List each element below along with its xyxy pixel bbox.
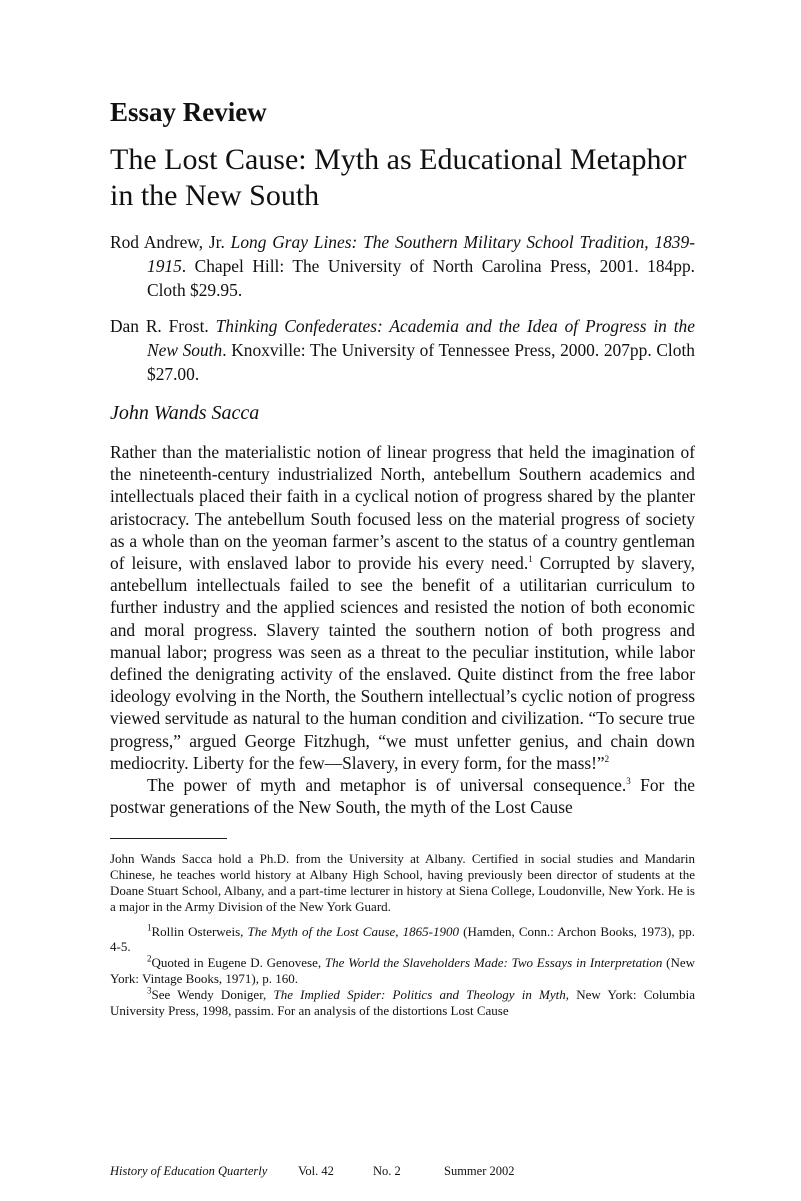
paragraph-2-part-b: For the postwar generations of the New South, the myth of the Lost Cause: [110, 775, 695, 818]
footnotes: [110, 851, 695, 1018]
article-page: [110, 96, 695, 1018]
footnote-3: [110, 987, 695, 1019]
paragraph-1-part-b: Corrupted by slavery, antebellum intellectuals failed to see the benefit of a utilitarian curriculum to further industry and the applied sciences and resisted the notion of both economic and moral progress. Slavery tainted the southern notion of both progress and manual labor; progress was seen as a threat to the peculiar institution, while labor defined the denigrating activity of the enslaved. Quite distinct from the free labor ideology evolving in the North, the Southern intellectual’s cyclic notion of progress viewed servitude as natural to the human condition and civilization. “To secure true progress,” argued George Fitzhugh, “we must unfetter genius, and chain down mediocrity. Liberty for the few—Slavery, in every form, for the mass!”: [110, 553, 695, 773]
footnote-3-post: , New York: Columbia University Press, 1998, passim. For an analysis of the distortions Lost Cause: [110, 986, 695, 1018]
journal-number: No. 2: [373, 1164, 401, 1178]
footnote-2-pre: Quoted in Eugene D. Genovese,: [151, 955, 325, 971]
book-1-title: Long Gray Lines: The Southern Military School Tradition, 1839-1915: [147, 232, 695, 276]
footnote-ref-2: 2: [604, 754, 610, 765]
footnote-1-pre: Rollin Osterweis,: [151, 923, 248, 939]
journal-season: Summer 2002: [444, 1164, 515, 1178]
section-label: Essay Review: [110, 97, 267, 127]
journal-name: History of Education Quarterly: [110, 1164, 268, 1178]
footnote-2-title: The World the Slaveholders Made: Two Essays in Interpretation: [324, 955, 663, 971]
footnote-2-post: (New York: Vintage Books, 1971), p. 160.: [110, 955, 695, 987]
footnote-2-number: 2: [147, 953, 152, 964]
book-2-publication: Knoxville: The University of Tennessee Press, 2000. 207pp. Cloth $27.00.: [147, 340, 695, 384]
reviewed-book-1: Rod Andrew, Jr. Long Gray Lines: The Southern Military School Tradition, 1839-1915. Chapel Hill: The University of North Carolina Press, 2001. 184pp. Cloth $29.95.: [110, 232, 695, 300]
article-title: The Lost Cause: Myth as Educational Metaphor in the New South: [110, 143, 687, 212]
book-1-publication: Chapel Hill: The University of North Carolina Press, 2001. 184pp. Cloth $29.95.: [147, 256, 695, 300]
review-author: John Wands Sacca: [110, 402, 260, 424]
footnote-1: [110, 924, 695, 956]
footnote-2: [110, 955, 695, 987]
review-body: [110, 441, 695, 818]
footnote-1-number: 1: [147, 922, 152, 933]
author-bio: John Wands Sacca hold a Ph.D. from the University at Albany. Certified in social studies and Mandarin Chinese, he teaches world history at Albany High School, having previously been director of students at the Doane Stuart School, Albany, and a part-time lecturer in history at Siena College, Loudonville, New York. He is a major in the Army Division of the New York Guard.: [110, 851, 695, 914]
footnote-ref-3: 3: [626, 776, 631, 787]
footnote-divider: [110, 838, 227, 839]
book-2-title: Thinking Confederates: Academia and the Idea of Progress in the New South: [147, 316, 695, 360]
book-2-author: Dan R. Frost.: [110, 316, 209, 336]
footnote-3-number: 3: [147, 985, 152, 996]
paragraph-1-part-a: Rather than the materialistic notion of linear progress that held the imagination of the nineteenth-century industrialized North, antebellum Southern academics and intellectuals placed their faith in a cyclical notion of progress shared by the planter aristocracy. The antebellum South focused less on the material progress of society as a whole than on the yeoman farmer’s ascent to the status of a country gentleman of leisure, with enslaved labor to provide his every need.: [110, 442, 695, 574]
body-paragraph-1: [110, 441, 695, 774]
reviewed-book-2: Dan R. Frost. Thinking Confederates: Academia and the Idea of Progress in the New South. Knoxville: The University of Tennessee Press, 2000. 207pp. Cloth $27.00.: [110, 316, 695, 384]
footnote-3-title: The Implied Spider: Politics and Theology in Myth: [273, 986, 566, 1002]
footnote-1-title: The Myth of the Lost Cause, 1865-1900: [247, 923, 459, 939]
footnote-ref-1: 1: [528, 554, 533, 565]
body-paragraph-2: [110, 774, 695, 818]
paragraph-2-part-a: The power of myth and metaphor is of universal consequence.: [147, 775, 627, 796]
footnote-1-post: (Hamden, Conn.: Archon Books, 1973), pp. 4-5.: [110, 923, 695, 955]
book-1-author: Rod Andrew, Jr.: [110, 232, 225, 252]
footnote-3-pre: See Wendy Doniger,: [151, 986, 274, 1002]
journal-volume: Vol. 42: [298, 1164, 334, 1178]
journal-footer: [110, 1164, 514, 1179]
